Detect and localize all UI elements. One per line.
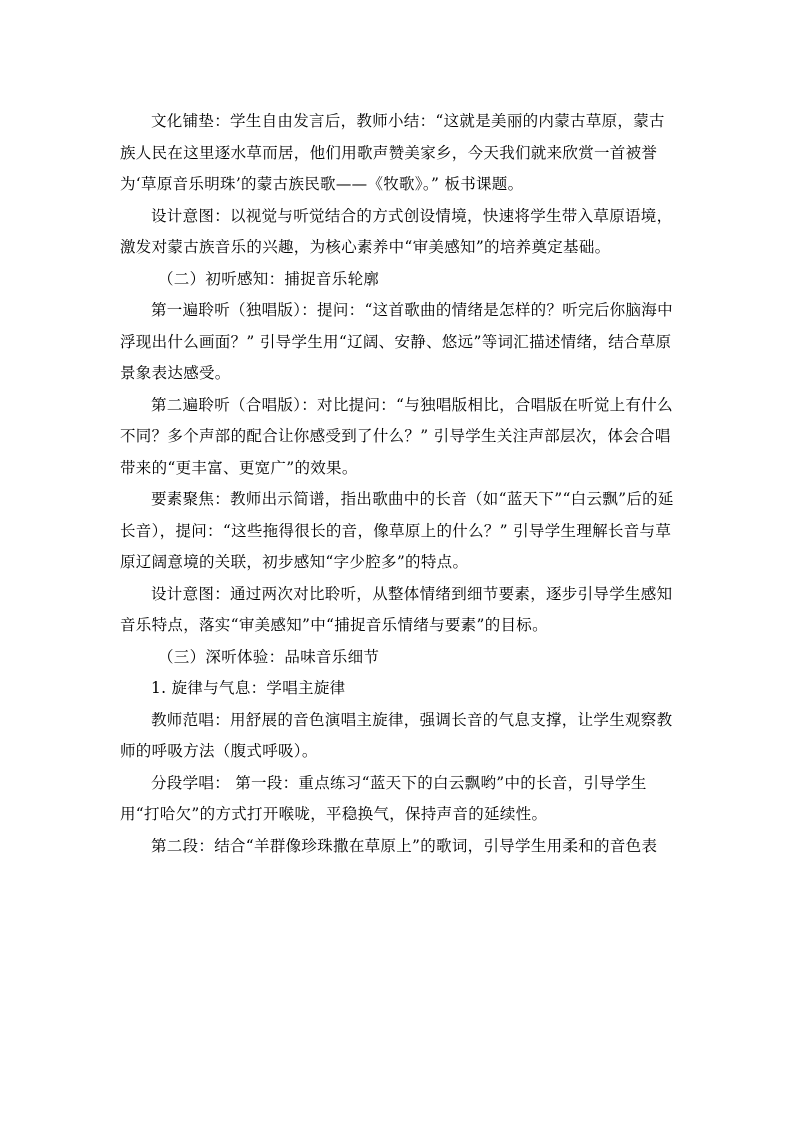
- paragraph-teacher-demo: 教师范唱：用舒展的音色演唱主旋律，强调长音的气息支撑，让学生观察教师的呼吸方法（腹式呼吸）。: [120, 710, 673, 760]
- subheading-melody-breath: 1. 旋律与气息：学唱主旋律: [151, 679, 346, 697]
- section-heading-deep-listening: （三）深听体验：品味音乐细节: [158, 647, 380, 666]
- document-body: [120, 106, 680, 862]
- paragraph-second-listening-chorus: 第二遍聆听（合唱版）：对比提问：“与独唱版相比，合唱版在听觉上有什么不同？多个声部的配合让你感受到了什么？” 引导学生关注声部层次，体会合唱带来的“更丰富、更宽广”的效果。: [120, 395, 673, 477]
- paragraph-second-segment: 第二段：结合“羊群像珍珠撒在草原上”的歌词，引导学生用柔和的音色表: [151, 836, 658, 855]
- paragraph-design-intent-1: 设计意图：以视觉与听觉结合的方式创设情境，快速将学生带入草原语境，激发对蒙古族音乐的兴趣，为核心素养中“审美感知”的培养奠定基础。: [120, 206, 673, 256]
- paragraph-segment-learning: 分段学唱： 第一段：重点练习“蓝天下的白云飘哟”中的长音，引导学生用“打哈欠”的方式打开喉咙，平稳换气，保持声音的延续性。: [120, 773, 647, 823]
- paragraph-element-focus: 要素聚焦：教师出示简谱，指出歌曲中的长音（如“蓝天下”“白云飘”后的延长音），提问：“这些拖得很长的音，像草原上的什么？” 引导学生理解长音与草原辽阔意境的关联，初步感知“字少腔多”的特点。: [120, 490, 674, 571]
- paragraph-cultural-preparation: 文化铺垫：学生自由发言后，教师小结：“这就是美丽的内蒙古草原，蒙古族人民在这里逐水草而居，他们用歌声赞美家乡，今天我们就来欣赏一首被誉为‘草原音乐明珠’的蒙古族民歌——《牧歌》。” 板书课题。: [120, 112, 665, 193]
- paragraph-first-listening-solo: 第一遍聆听（独唱版）：提问：“这首歌曲的情绪是怎样的？听完后你脑海中浮现出什么画面？” 引导学生用“辽阔、安静、悠远”等词汇描述情绪，结合草原景象表达感受。: [120, 301, 673, 382]
- section-heading-first-listening: （二）初听感知：捕捉音乐轮廓: [158, 269, 380, 288]
- paragraph-design-intent-2: 设计意图：通过两次对比聆听，从整体情绪到细节要素，逐步引导学生感知音乐特点，落实“审美感知”中“捕捉音乐情绪与要素”的目标。: [120, 584, 673, 634]
